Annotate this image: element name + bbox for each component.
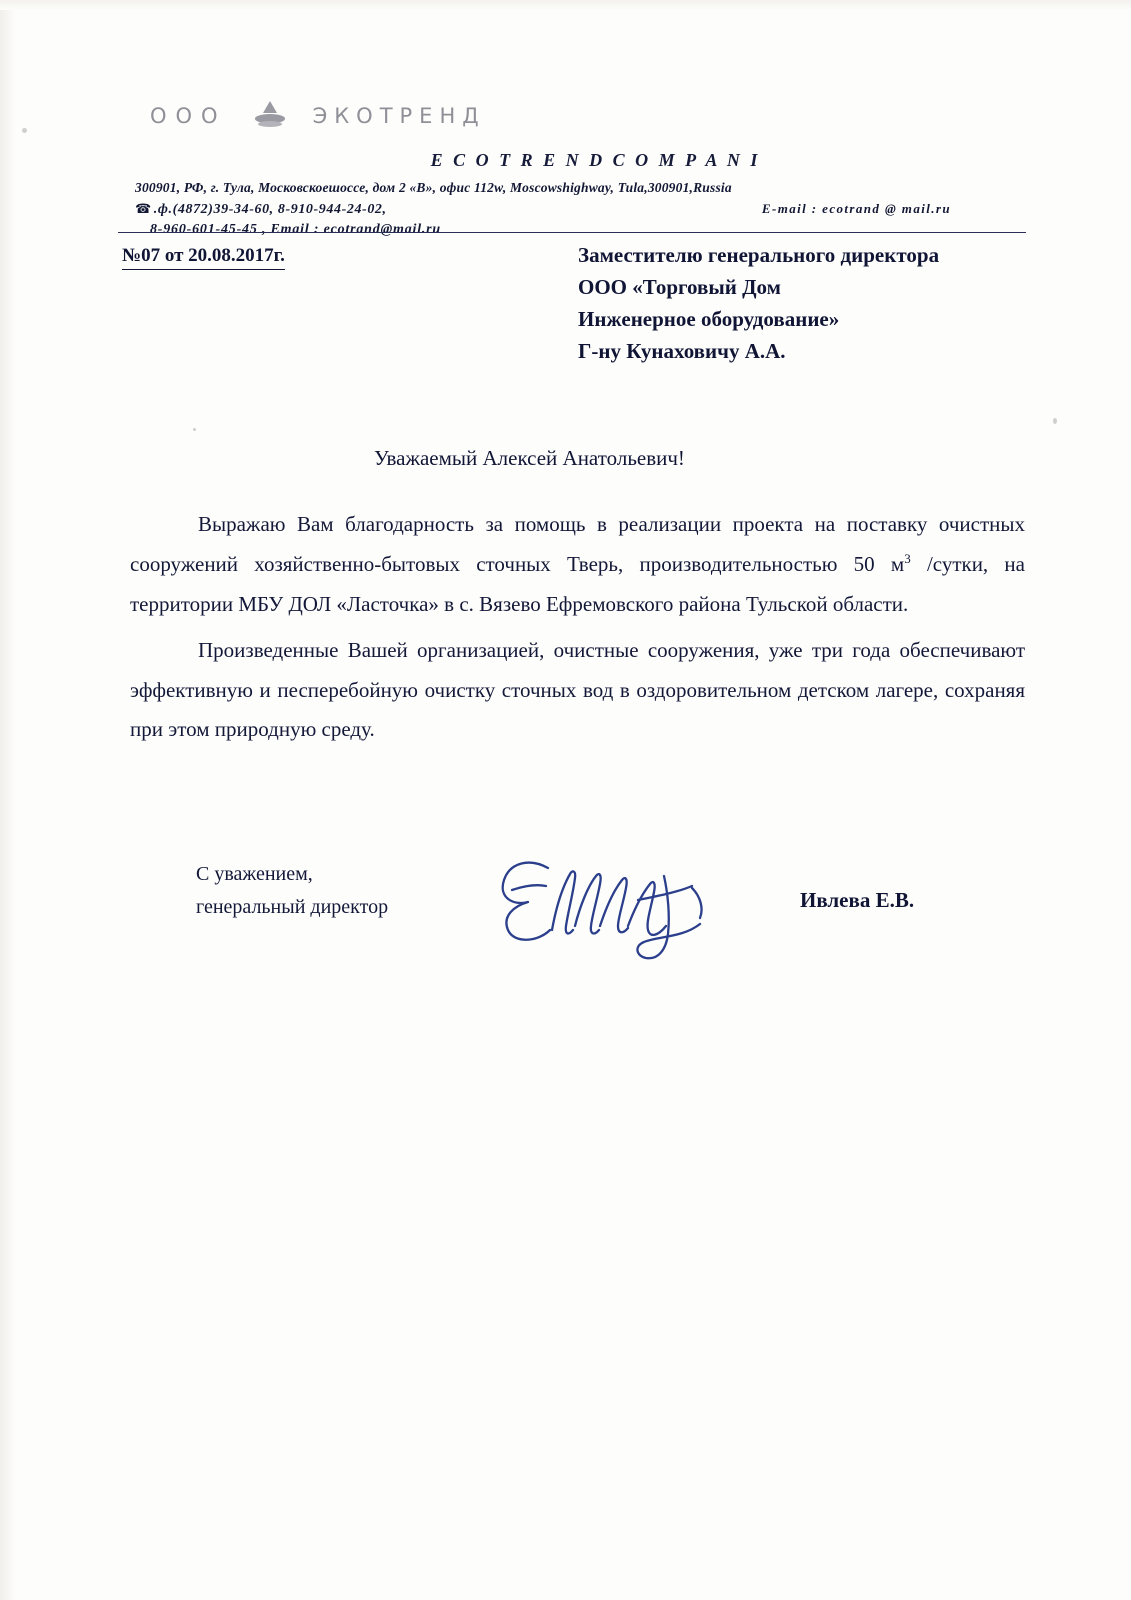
- salutation: Уважаемый Алексей Анатольевич!: [374, 446, 685, 470]
- company-phone-line: [0, 201, 1131, 218]
- body-paragraph-2: [130, 631, 1025, 751]
- letter-body: [130, 505, 1025, 750]
- signature-closing: С уважением,: [196, 863, 313, 885]
- scan-edge-top: [0, 0, 1131, 10]
- logo-company-name: ЭКОТРЕНД: [312, 104, 486, 128]
- addressee-line-4: Г-ну Кунаховичу А.А.: [578, 338, 786, 363]
- paragraph-1-superscript: 3: [904, 550, 911, 566]
- letterhead: [0, 88, 1131, 238]
- company-phone-email-second: 8-960-601-45-45 , Email : ecotrand@mail.ru: [150, 222, 442, 237]
- addressee-line-2: ООО «Торговый Дом: [578, 274, 781, 299]
- company-address: 300901, РФ, г. Тула, Московскоешоссе, дом 2 «В», офис 112w, Moscowshighway, Tula,300901,Russia: [135, 180, 732, 195]
- logo-ooo-text: ООО: [150, 104, 227, 128]
- paragraph-1-after: /сутки, на территории МБУ ДОЛ «Ласточка» в с. Вязево Ефремовского района Тульской области.: [130, 551, 1025, 616]
- addressee-line-3: Инженерное оборудование»: [578, 306, 840, 331]
- scan-speck: [193, 428, 196, 431]
- paragraph-2-before: Произведенные Вашей организацией, очистные сооружения, уже три года обеспечивают эффективную и песперебойную очистку сточных вод в оздоровительном детском лагере, сохраняя при этом природную среду.: [130, 637, 1025, 742]
- scan-speck: [1053, 418, 1057, 424]
- signature-position: генеральный директор: [196, 896, 389, 918]
- letterhead-divider: [118, 232, 1026, 233]
- addressee-line-1: Заместителю генерального директора: [578, 243, 940, 267]
- addressee-block: [578, 240, 1048, 368]
- signer-name: Ивлева Е.В.: [800, 888, 915, 912]
- logo-row: [0, 88, 1131, 144]
- paragraph-1-before: Выражаю Вам благодарность за помощь в реализации проекта на поставку очистных сооружений хозяйственно-бытовых сточных Тверь, производительностью 50 м: [130, 512, 1025, 576]
- telephone-icon: ☎: [135, 202, 152, 217]
- company-email-latin: E-mail : ecotrand @ mail.ru: [761, 201, 951, 216]
- scan-edge-left: [0, 0, 16, 1600]
- company-phone-text: .ф.(4872)39-34-60, 8-910-944-24-02,: [153, 202, 387, 217]
- water-drop-icon: [253, 99, 287, 133]
- body-paragraph-1: [130, 505, 1025, 625]
- signature-block: [196, 858, 388, 924]
- document-reference-number: №07 от 20.08.2017г.: [122, 245, 285, 270]
- company-name-latin: E C O T R E N D C O M P A N I: [430, 150, 761, 170]
- handwritten-signature: [478, 846, 748, 976]
